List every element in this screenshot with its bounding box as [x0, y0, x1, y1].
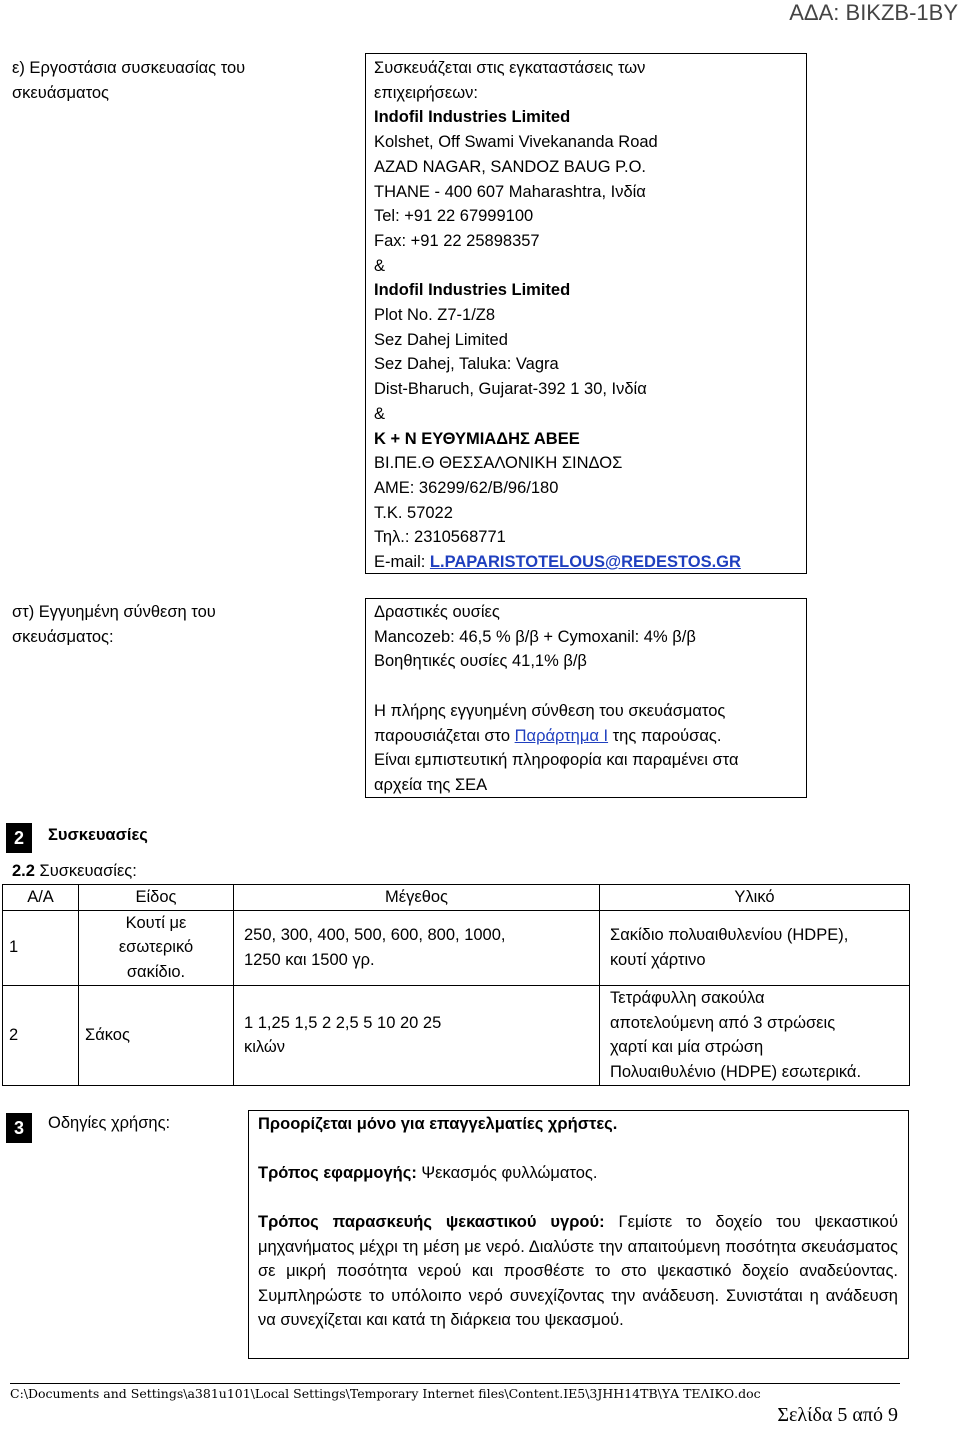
package-material-line: Σακίδιο πολυαιθυλενίου (HDPE),: [610, 926, 849, 945]
section-3-label: Οδηγίες χρήσης:: [48, 1114, 171, 1132]
package-material-line: Τετράφυλλη σακούλα: [610, 988, 765, 1007]
row-number: 2: [3, 985, 79, 1085]
package-type-line: σακίδιο.: [126, 963, 186, 982]
facility-line: Dist-Bharuch, Gujarat-392 1 30, Ινδία: [374, 380, 647, 399]
section-st-label: [12, 600, 216, 649]
preparation-paragraph: [258, 1210, 898, 1333]
facility-line: AZAD NAGAR, SANDOZ BAUG P.O.: [374, 157, 647, 176]
preparation-label: Τρόπος παρασκευής ψεκαστικού υγρού:: [258, 1213, 605, 1231]
application-method: [258, 1161, 597, 1186]
row-number: 1: [3, 910, 79, 985]
facility-line: Τηλ.: 2310568771: [374, 528, 506, 547]
package-type-line: εσωτερικό: [118, 938, 194, 957]
facility-line: ΑΜΕ: 36299/62/Β/96/180: [374, 478, 559, 497]
section-2-number: 2: [6, 823, 32, 853]
active-ingredients-line: Mancozeb: 46,5 % β/β + Cymoxanil: 4% β/β: [374, 627, 696, 646]
company-name: Indofil Industries Limited: [374, 108, 571, 127]
package-material: [600, 985, 910, 1085]
package-type: [79, 985, 234, 1085]
spacer: [374, 674, 739, 699]
column-header: Είδος: [79, 885, 234, 911]
package-material-line: κουτί χάρτινο: [610, 950, 706, 969]
application-text: Ψεκασμός φυλλώματος.: [416, 1164, 598, 1182]
company-name: Indofil Industries Limited: [374, 281, 571, 300]
package-material: [600, 910, 910, 985]
package-size-line: 250, 300, 400, 500, 600, 800, 1000,: [244, 926, 506, 945]
application-label: Τρόπος εφαρμογής:: [258, 1164, 417, 1182]
table-row: [3, 985, 910, 1085]
auxiliary-ingredients-line: Βοηθητικές ουσίες 41,1% β/β: [374, 652, 587, 671]
section-2-title: Συσκευασίες: [48, 826, 148, 844]
facility-line: ΒΙ.ΠΕ.Θ ΘΕΣΣΑΛΟΝΙΚΗ ΣΙΝΔΟΣ: [374, 454, 623, 473]
facility-line: &: [374, 256, 386, 275]
note-text: παρουσιάζεται στο: [374, 726, 515, 745]
section-3-number: 3: [6, 1113, 32, 1143]
section-e-label-line: ε) Εργοστάσια συσκευασίας του: [12, 59, 246, 77]
facility-line: Sez Dahej Limited: [374, 330, 508, 349]
facility-line: THANE - 400 607 Maharashtra, Ινδία: [374, 182, 646, 201]
package-material-line: αποτελούμενη από 3 στρώσεις: [610, 1013, 836, 1032]
facility-line: Τ.Κ. 57022: [374, 503, 453, 522]
table-header-row: [3, 885, 910, 911]
note-text: της παρούσας.: [608, 726, 722, 745]
section-e-label-line: σκευάσματος: [12, 83, 109, 102]
company-name: Κ + Ν ΕΥΘΥΜΙΑΔΗΣ ΑΒΕΕ: [374, 429, 580, 448]
section-st-label-line: σκευάσματος:: [12, 627, 114, 646]
section-e-label: [12, 56, 245, 105]
facility-line: επιχειρήσεων:: [374, 83, 478, 102]
subtitle-number: 2.2: [12, 862, 35, 880]
annex-link[interactable]: Παράρτημα Ι: [514, 726, 609, 745]
package-material-line: Πολυαιθυλένιο (HDPE) εσωτερικά.: [610, 1063, 862, 1082]
package-type-line: Σάκος: [85, 1025, 130, 1044]
page-number: Σελίδα 5 από 9: [777, 1404, 898, 1426]
package-type: [79, 910, 234, 985]
email-line: [374, 550, 741, 575]
package-type-line: Κουτί με: [125, 913, 187, 932]
email-label: E-mail:: [374, 553, 430, 572]
preparation-text: Γεμίστε το δοχείο του ψεκαστικού μηχανήματος μέχρι τη μέση με νερό. Διαλύστε την απαιτούμενη ποσότητα σκευάσματος σε μικρή ποσότητα νερού και προσθέστε το στο ψεκαστικό δοχείο αναδεύοντας. Συμπληρώστε το υπόλοιπο νερό συνεχίζοντας την ανάδευση. Συνιστάται η ανάδευση να συνεχίζεται και κατά τη διάρκεια του ψεκασμού.: [258, 1213, 898, 1330]
facility-line: &: [374, 404, 386, 423]
section-st-label-line: στ) Εγγυημένη σύνθεση του: [12, 603, 216, 621]
facility-line: Plot No. Z7-1/Z8: [374, 306, 496, 325]
subtitle-text: Συσκευασίες:: [34, 862, 137, 880]
facility-line: Συσκευάζεται στις εγκαταστάσεις των: [374, 59, 646, 77]
composition-note-line: Η πλήρης εγγυημένη σύνθεση του σκευάσματος: [374, 701, 726, 720]
packaging-table: [2, 884, 910, 1086]
facility-line: Tel: +91 22 67999100: [374, 207, 534, 226]
column-header: Α/Α: [3, 885, 79, 911]
footer-rule: [10, 1383, 900, 1384]
facility-line: Kolshet, Off Swami Vivekananda Road: [374, 133, 658, 152]
facility-line: Sez Dahej, Taluka: Vagra: [374, 355, 559, 374]
package-size-line: 1 1,25 1,5 2 2,5 5 10 20 25: [244, 1013, 442, 1032]
professional-use-note: Προορίζεται μόνο για επαγγελματίες χρήστες.: [258, 1115, 618, 1133]
composition-note-line: αρχεία της ΣΕΑ: [374, 775, 488, 794]
composition-text: [374, 600, 739, 798]
package-material-line: χαρτί και μία στρώση: [610, 1038, 764, 1057]
package-size-line: κιλών: [244, 1038, 286, 1057]
column-header: Υλικό: [600, 885, 910, 911]
packaging-facilities-text: [374, 56, 741, 575]
table-row: [3, 910, 910, 985]
facility-line: Fax: +91 22 25898357: [374, 231, 540, 250]
section-2-subtitle: [12, 859, 137, 884]
ada-code: ΑΔΑ: ΒΙΚΖΒ-1ΒΥ: [789, 0, 958, 25]
package-size: [234, 985, 600, 1085]
composition-note-line: Είναι εμπιστευτική πληροφορία και παραμένει στα: [374, 751, 739, 770]
package-size: [234, 910, 600, 985]
column-header: Μέγεθος: [234, 885, 600, 911]
composition-note-line: [374, 724, 739, 749]
email-link[interactable]: L.PAPARISTOTELOUS@REDESTOS.GR: [429, 553, 741, 572]
footer-path: C:\Documents and Settings\a381u101\Local Settings\Temporary Internet files\Content.IE5\3JHH14TB\ΥΑ ΤΕΛΙΚΟ.doc: [10, 1386, 761, 1401]
active-ingredients-title: Δραστικές ουσίες: [374, 603, 500, 621]
package-size-line: 1250 και 1500 γρ.: [244, 950, 375, 969]
